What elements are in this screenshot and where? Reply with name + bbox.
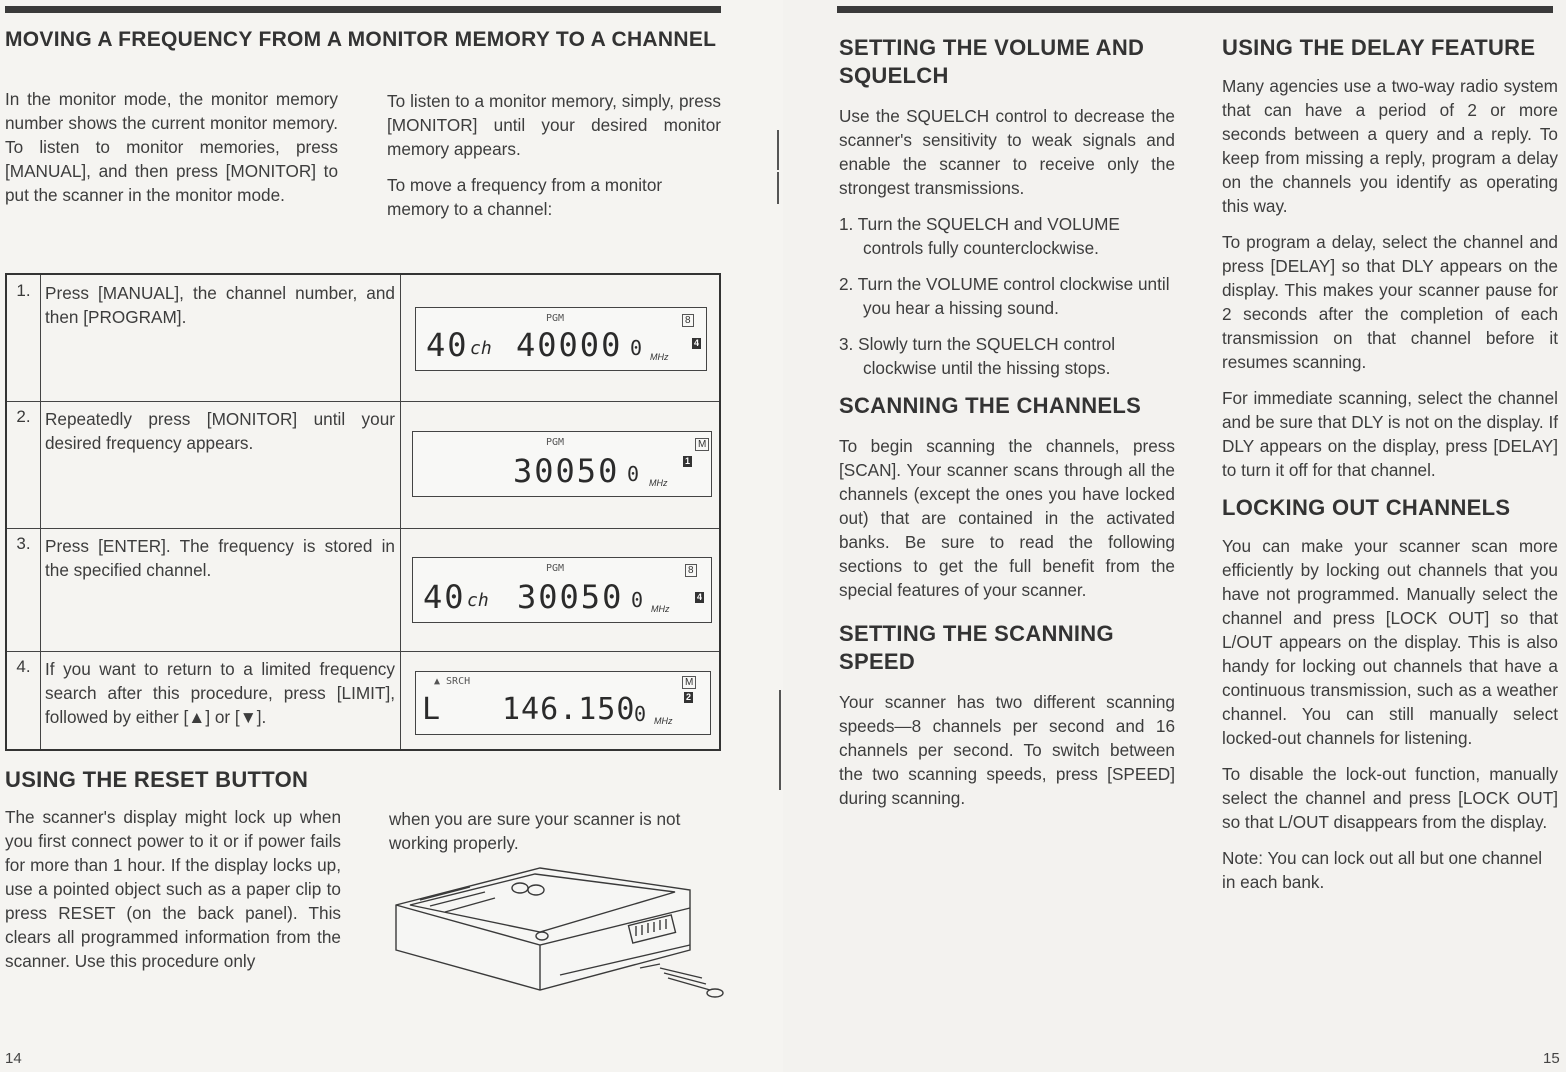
intro-left-text: In the monitor mode, the monitor memory number shows the current monitor memory. To listen to monitor memories, press [MANUAL], and then press [MONITOR] to put the scanner in the monitor mode. xyxy=(5,89,338,205)
delay-text-1: Many agencies use a two-way radio system that can have a period of 2 or more seconds between a query and a reply. To keep from missing a reply, program a delay on the channels you identify as operating this way. xyxy=(1222,76,1558,216)
lcd-display xyxy=(412,431,712,497)
intro-right-text-1: To listen to a monitor memory, simply, press [MONITOR] until your desired monitor memory appears. xyxy=(387,91,721,159)
page-number: 15 xyxy=(1543,1050,1560,1067)
lcd-limit-indicator: L xyxy=(422,692,443,727)
page-number: 14 xyxy=(5,1050,22,1067)
margin-mark xyxy=(777,172,779,204)
lockout-text-2: To disable the lock-out function, manually select the channel and press [LOCK OUT] so that L/OUT disappears from the display. xyxy=(1222,764,1558,832)
volume-intro-text: Use the SQUELCH control to decrease the scanner's sensitivity to weak signals and enable the scanner to receive only the strongest transmissions. xyxy=(839,106,1175,198)
section-title-volume-squelch: SETTING THE VOLUME AND SQUELCH xyxy=(839,35,1145,88)
lcd-memory-indicator: M xyxy=(695,438,709,451)
section-title-moving-frequency: MOVING A FREQUENCY FROM A MONITOR MEMORY TO A CHANNEL xyxy=(5,28,717,51)
step-divider xyxy=(400,651,401,749)
lcd-frequency: 40000 xyxy=(516,326,623,364)
lcd-search-label: ▲ SRCH xyxy=(434,676,471,687)
margin-mark xyxy=(777,130,779,170)
lcd-display xyxy=(412,557,712,623)
lcd-display xyxy=(415,307,707,371)
lockout-note: Note: You can lock out all but one channel in each bank. xyxy=(1222,848,1543,892)
delay-text-3: For immediate scanning, select the channel and be sure that DLY is not on the display. If DLY appears on the display, press [DELAY] to turn it off for that channel. xyxy=(1222,388,1558,480)
reset-text-right: when you are sure your scanner is not working properly. xyxy=(389,809,681,853)
section-title-scanning: SCANNING THE CHANNELS xyxy=(839,393,1142,418)
lcd-bank-number: 1 xyxy=(685,456,691,466)
volume-steps-list xyxy=(839,212,1175,380)
intro-right xyxy=(387,89,721,233)
lockout-text-1: You can make your scanner scan more efficiently by locking out channels that you have not programmed. Manually select the channel and press [LOCK OUT] so that L/OUT appears on the display. This is also handy for locking out channels that have a continuous transmission, such as a weather channel. You can still manually select locked-out channels for listening. xyxy=(1222,536,1558,748)
step-row xyxy=(7,401,719,529)
list-item: 2. Turn the VOLUME control clockwise until you hear a hissing sound. xyxy=(839,274,1170,318)
lcd-frequency: 146.150 xyxy=(502,692,636,727)
lcd-channel: 40 xyxy=(423,578,466,616)
section-title-delay: USING THE DELAY FEATURE xyxy=(1222,35,1536,60)
lcd-unit: MHz xyxy=(650,352,669,362)
step-text: If you want to return to a limited frequency search after this procedure, press [LIMIT], followed by either [▲] or [▼]. xyxy=(45,659,395,727)
scanning-speed-text: Your scanner has two different scanning speeds—8 channels per second and 16 channels per second. To switch between the two scanning speeds, press [SPEED] during scanning. xyxy=(839,692,1175,808)
step-number: 3. xyxy=(7,528,41,651)
lcd-bank-indicator: 8 xyxy=(685,564,697,577)
lcd-frequency: 30050 xyxy=(517,578,624,616)
lcd-frequency-tail: 0 xyxy=(631,588,646,612)
lcd-bank-indicator: 8 xyxy=(682,314,694,327)
step-number: 2. xyxy=(7,401,41,528)
lcd-frequency-tail: 0 xyxy=(634,702,649,726)
lcd-channel: 40 xyxy=(426,326,469,364)
step-text: Repeatedly press [MONITOR] until your desired frequency appears. xyxy=(45,409,395,453)
section-title-scanning-speed: SETTING THE SCANNING SPEED xyxy=(839,621,1114,674)
section-title-locking-out: LOCKING OUT CHANNELS xyxy=(1222,495,1511,520)
lcd-unit: MHz xyxy=(654,716,673,726)
lcd-frequency-tail: 0 xyxy=(627,462,642,486)
lcd-pgm-label: PGM xyxy=(546,313,565,324)
step-row xyxy=(7,651,719,749)
step-number: 1. xyxy=(7,275,41,401)
intro-right-text-2: To move a frequency from a monitor memory to a channel: xyxy=(387,175,663,219)
step-number: 4. xyxy=(7,651,41,749)
scanner-reset-illustration xyxy=(390,850,730,1000)
list-item: 1. Turn the SQUELCH and VOLUME controls fully counterclockwise. xyxy=(839,214,1120,258)
lcd-bank-number: 4 xyxy=(694,338,700,348)
right-page xyxy=(783,0,1566,1072)
step-text: Press [MANUAL], the channel number, and then [PROGRAM]. xyxy=(45,283,395,327)
lcd-pgm-label: PGM xyxy=(546,437,565,448)
right-column-1 xyxy=(839,34,1175,810)
section-title-reset: USING THE RESET BUTTON xyxy=(5,767,309,792)
list-item: 3. Slowly turn the SQUELCH control clockwise until the hissing stops. xyxy=(839,334,1116,378)
lcd-frequency-tail: 0 xyxy=(630,336,645,360)
steps-table xyxy=(5,273,721,751)
lcd-unit: MHz xyxy=(649,478,668,488)
reset-text-left: The scanner's display might lock up when you first connect power to it or if power fails for more than 1 hour. If the display locks up, use a pointed object such as a paper clip to press RESET (on the back panel). This clears all programmed information from the scanner. Use this procedure only xyxy=(5,807,341,971)
lcd-pgm-label: PGM xyxy=(546,563,565,574)
lcd-frequency: 30050 xyxy=(513,452,620,490)
lcd-unit: MHz xyxy=(651,604,670,614)
right-column-2 xyxy=(1222,34,1558,906)
lcd-bank-number: 4 xyxy=(697,592,703,602)
step-row xyxy=(7,275,719,402)
margin-mark xyxy=(779,690,781,790)
lcd-display xyxy=(415,671,711,735)
lcd-memory-indicator: M xyxy=(682,676,696,689)
top-rule xyxy=(5,6,721,13)
lcd-bank-number: 2 xyxy=(686,692,692,702)
scanning-text: To begin scanning the channels, press [SCAN]. Your scanner scans through all the channels (except the ones you have locked out) that are contained in the activated banks. Be sure to read the following sections to get the full benefit from the special features of your scanner. xyxy=(839,436,1175,600)
top-rule xyxy=(837,6,1553,13)
step-divider xyxy=(400,528,401,651)
step-text: Press [ENTER]. The frequency is stored in the specified channel. xyxy=(45,536,395,580)
step-divider xyxy=(400,275,401,401)
delay-text-2: To program a delay, select the channel and press [DELAY] so that DLY appears on the display. This makes your scanner pause for 2 seconds after the completion of each transmission on that channel before it resumes scanning. xyxy=(1222,232,1558,372)
step-divider xyxy=(400,401,401,528)
lcd-channel-suffix: ch xyxy=(470,338,492,359)
lcd-channel-suffix: ch xyxy=(467,590,489,611)
step-row xyxy=(7,528,719,652)
